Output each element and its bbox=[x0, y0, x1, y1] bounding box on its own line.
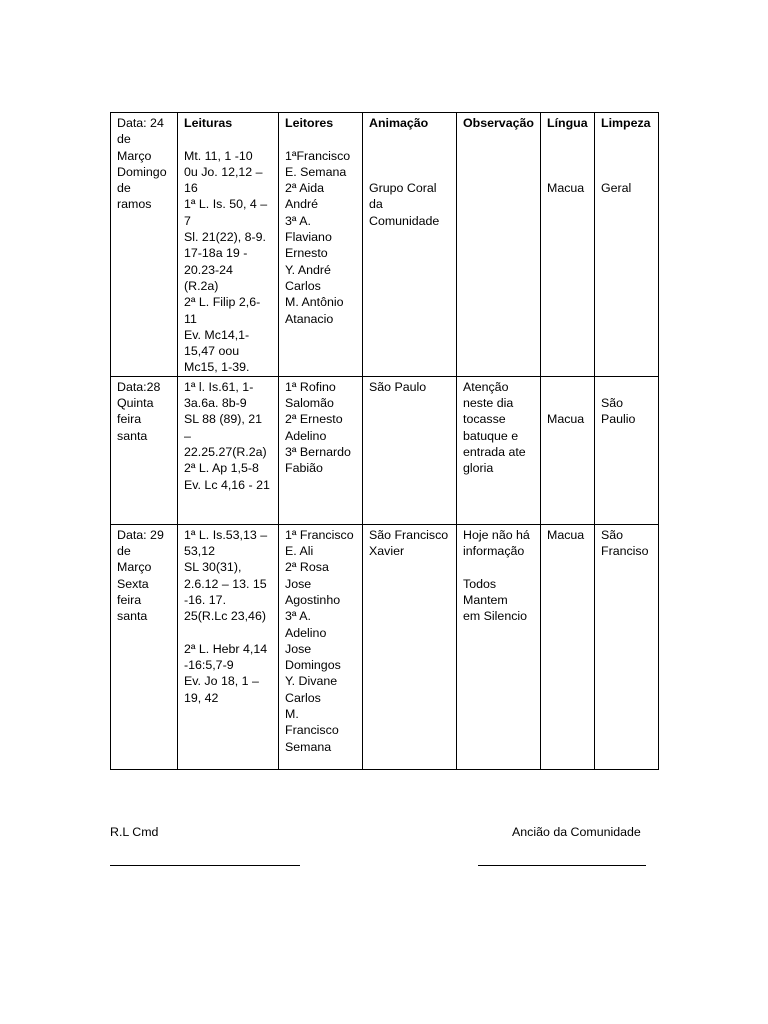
readers-line: 2ª Rosa bbox=[285, 560, 329, 575]
language-header: Língua bbox=[547, 116, 588, 130]
observation-line: entrada ate bbox=[463, 444, 526, 459]
readers-line: 2ª Ernesto bbox=[285, 412, 343, 427]
date-line: santa bbox=[117, 428, 148, 443]
cleaning-line: São bbox=[601, 527, 624, 542]
readings-line: Ev. Mc14,1- bbox=[184, 327, 250, 342]
readings-line: 2ª L. Hebr 4,14 bbox=[184, 641, 268, 656]
readers-header: Leitores bbox=[285, 116, 334, 130]
readers-line: 1ªFrancisco bbox=[285, 148, 351, 163]
readings-line: Mt. 11, 1 -10 bbox=[184, 148, 253, 163]
table-row bbox=[111, 113, 659, 377]
readings-header: Leituras bbox=[184, 116, 233, 130]
signature-line-right bbox=[478, 865, 646, 866]
signature-line-left bbox=[110, 865, 300, 866]
readers-line: M. Antônio bbox=[285, 295, 344, 310]
readers-cell bbox=[279, 376, 363, 524]
readers-line: Francisco bbox=[285, 723, 339, 738]
blank-line bbox=[547, 148, 589, 164]
signature-label-right: Ancião da Comunidade bbox=[512, 825, 641, 839]
animation-line: São Paulo bbox=[369, 379, 427, 394]
readings-line: 15,47 oou bbox=[184, 344, 240, 359]
observation-line: informação bbox=[463, 544, 525, 559]
table-row bbox=[111, 376, 659, 524]
readers-line: Adelino bbox=[285, 428, 327, 443]
date-line: Sexta bbox=[117, 576, 149, 591]
blank-line bbox=[184, 131, 273, 147]
date-line: feira bbox=[117, 412, 142, 427]
blank-line bbox=[547, 164, 589, 180]
readings-line: Ev. Jo 18, 1 – bbox=[184, 674, 259, 689]
blank-line bbox=[184, 625, 273, 641]
date-line: Março bbox=[117, 560, 152, 575]
date-label: Data: 24 bbox=[117, 116, 164, 130]
blank-line bbox=[369, 164, 451, 180]
readers-line: Fabião bbox=[285, 461, 323, 476]
language-cell bbox=[541, 524, 595, 769]
readings-line: 16 bbox=[184, 181, 198, 196]
blank-line bbox=[601, 148, 653, 164]
date-label: Data: 29 bbox=[117, 527, 164, 542]
readings-line: (R.2a) bbox=[184, 278, 219, 293]
readings-line: 19, 42 bbox=[184, 690, 219, 705]
observation-cell bbox=[457, 113, 541, 377]
readings-line: 25(R.Lc 23,46) bbox=[184, 609, 266, 624]
animation-line: Xavier bbox=[369, 544, 405, 559]
signature-label-left: R.L Cmd bbox=[110, 825, 159, 839]
date-cell bbox=[111, 376, 178, 524]
cleaning-line: São bbox=[601, 396, 624, 411]
readings-cell bbox=[178, 376, 279, 524]
animation-cell bbox=[363, 113, 457, 377]
observation-cell bbox=[457, 376, 541, 524]
readings-line: 22.25.27(R.2a) bbox=[184, 444, 267, 459]
readers-line: E. Ali bbox=[285, 544, 314, 559]
date-cell bbox=[111, 524, 178, 769]
readers-line: Atanacio bbox=[285, 311, 334, 326]
readings-line: 2ª L. Ap 1,5-8 bbox=[184, 461, 259, 476]
readings-cell bbox=[178, 524, 279, 769]
observation-header: Observação bbox=[463, 116, 534, 130]
readings-line: -16. 17. bbox=[184, 592, 227, 607]
animation-header: Animação bbox=[369, 116, 429, 130]
cleaning-cell bbox=[595, 524, 659, 769]
readers-line: 2ª Aida bbox=[285, 181, 325, 196]
readings-line: 1ª L. Is.53,13 – bbox=[184, 527, 268, 542]
date-line: santa bbox=[117, 609, 148, 624]
readings-line: Sl. 21(22), 8-9. bbox=[184, 230, 266, 245]
language-line: Macua bbox=[547, 527, 585, 542]
observation-line: batuque e bbox=[463, 428, 519, 443]
language-line: Macua bbox=[547, 412, 585, 427]
blank-line bbox=[601, 379, 653, 395]
observation-line: gloria bbox=[463, 461, 494, 476]
readings-line: SL 88 (89), 21 bbox=[184, 412, 263, 427]
readings-cell bbox=[178, 113, 279, 377]
readings-line: 20.23-24 bbox=[184, 262, 233, 277]
cleaning-line: Paulio bbox=[601, 412, 636, 427]
readers-line: 3ª Bernardo bbox=[285, 444, 351, 459]
readers-cell bbox=[279, 113, 363, 377]
date-line: de bbox=[117, 132, 131, 147]
readings-line: Mc15, 1-39. bbox=[184, 360, 250, 375]
animation-cell bbox=[363, 376, 457, 524]
date-line: feira bbox=[117, 592, 142, 607]
blank-line bbox=[601, 131, 653, 147]
table-row bbox=[111, 524, 659, 769]
readers-line: Carlos bbox=[285, 278, 321, 293]
readers-line: Y. André bbox=[285, 262, 331, 277]
cleaning-cell bbox=[595, 376, 659, 524]
readings-line: -16:5,7-9 bbox=[184, 658, 234, 673]
animation-line: Comunidade bbox=[369, 213, 440, 228]
readers-line: Y. Divane bbox=[285, 674, 338, 689]
cleaning-cell bbox=[595, 113, 659, 377]
observation-line: Hoje não há bbox=[463, 527, 530, 542]
date-line: Março bbox=[117, 148, 152, 163]
animation-line: São Francisco bbox=[369, 527, 449, 542]
cleaning-line: Geral bbox=[601, 181, 632, 196]
date-line: de bbox=[117, 544, 131, 559]
language-cell bbox=[541, 376, 595, 524]
readers-line: Domingos bbox=[285, 658, 341, 673]
readers-cell bbox=[279, 524, 363, 769]
cleaning-header: Limpeza bbox=[601, 116, 651, 130]
readings-line: 0u Jo. 12,12 – bbox=[184, 164, 263, 179]
readings-line: Ev. Lc 4,16 - 21 bbox=[184, 477, 270, 492]
blank-line bbox=[601, 164, 653, 180]
readers-line: Carlos bbox=[285, 690, 321, 705]
observation-cell bbox=[457, 524, 541, 769]
readers-line: Flaviano bbox=[285, 230, 332, 245]
schedule-table bbox=[110, 112, 659, 770]
readers-line: Adelino bbox=[285, 625, 327, 640]
readers-line: Salomão bbox=[285, 396, 334, 411]
date-cell bbox=[111, 113, 178, 377]
date-line: de bbox=[117, 181, 131, 196]
readers-line: André bbox=[285, 197, 319, 212]
readings-line: SL 30(31), bbox=[184, 560, 242, 575]
readers-line: E. Semana bbox=[285, 164, 347, 179]
observation-line: em Silencio bbox=[463, 609, 528, 624]
readings-line: 1ª l. Is.61, 1- bbox=[184, 379, 254, 394]
readers-line: 3ª A. bbox=[285, 213, 311, 228]
observation-line: neste dia bbox=[463, 396, 514, 411]
animation-line: Grupo Coral bbox=[369, 181, 437, 196]
readers-line: 1ª Francisco bbox=[285, 527, 354, 542]
animation-cell bbox=[363, 524, 457, 769]
blank-line bbox=[547, 395, 589, 411]
readers-line: Ernesto bbox=[285, 246, 328, 261]
cleaning-line: Franciso bbox=[601, 544, 649, 559]
blank-line bbox=[547, 131, 589, 147]
readings-line: 2.6.12 – 13. 15 bbox=[184, 576, 267, 591]
readings-line: 1ª L. Is. 50, 4 – bbox=[184, 197, 268, 212]
animation-line: da bbox=[369, 197, 383, 212]
readers-line: 3ª A. bbox=[285, 609, 311, 624]
language-line: Macua bbox=[547, 181, 585, 196]
readings-line: 2ª L. Filip 2,6- bbox=[184, 295, 261, 310]
date-line: Quinta bbox=[117, 396, 154, 411]
readers-line: Semana bbox=[285, 739, 332, 754]
date-label: Data:28 bbox=[117, 379, 161, 394]
readers-line: M. bbox=[285, 707, 299, 722]
language-cell bbox=[541, 113, 595, 377]
observation-line: tocasse bbox=[463, 412, 506, 427]
readings-line: 3a.6a. 8b-9 bbox=[184, 396, 247, 411]
readers-line: Jose bbox=[285, 641, 312, 656]
date-line: Domingo bbox=[117, 164, 167, 179]
observation-line: Atenção bbox=[463, 379, 509, 394]
observation-line: Mantem bbox=[463, 592, 508, 607]
readers-line: 1ª Rofino bbox=[285, 379, 336, 394]
readings-line: 11 bbox=[184, 311, 197, 326]
readers-line: Jose bbox=[285, 576, 312, 591]
readings-line: 17-18a 19 - bbox=[184, 246, 248, 261]
blank-line bbox=[285, 131, 357, 147]
readings-line: 7 bbox=[184, 213, 191, 228]
observation-line: Todos bbox=[463, 576, 497, 591]
readings-line: 53,12 bbox=[184, 544, 216, 559]
readers-line: Agostinho bbox=[285, 592, 341, 607]
blank-line bbox=[369, 131, 451, 147]
readings-line: – bbox=[184, 428, 191, 443]
blank-line bbox=[547, 379, 589, 395]
blank-line bbox=[463, 559, 535, 575]
date-line: ramos bbox=[117, 197, 152, 212]
blank-line bbox=[369, 148, 451, 164]
